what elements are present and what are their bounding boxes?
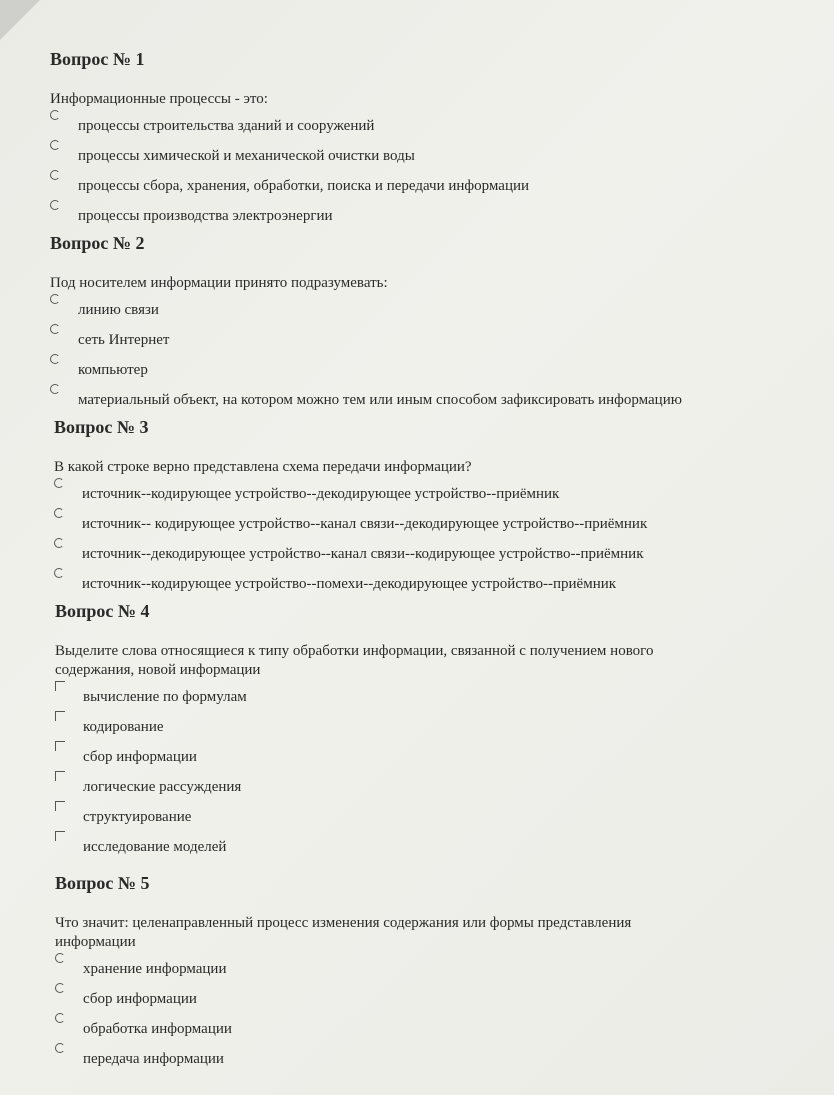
checkbox-icon[interactable]: [55, 711, 83, 723]
checkbox-icon[interactable]: [55, 771, 83, 783]
answer-option[interactable]: [54, 513, 814, 543]
radio-icon[interactable]: [54, 538, 82, 550]
option-label: хранение информации: [83, 961, 227, 977]
question-3: [54, 416, 814, 603]
question-text: Под носителем информации принято подразумевать:: [50, 275, 388, 291]
option-label: источник-- кодирующее устройство--канал связи--декодирующее устройство--приёмник: [82, 516, 648, 532]
option-label: вычисление по формулам: [83, 689, 247, 705]
question-text-line2: информации: [55, 934, 136, 950]
question-title: Вопрос № 1: [50, 49, 145, 69]
answer-option[interactable]: [55, 836, 815, 866]
option-label: процессы строительства зданий и сооружений: [78, 118, 375, 134]
question-text: Информационные процессы - это:: [50, 91, 268, 107]
option-label: исследование моделей: [83, 839, 227, 855]
option-label: компьютер: [78, 362, 148, 378]
option-label: структуирование: [83, 809, 192, 825]
option-label: сбор информации: [83, 991, 197, 1007]
question-title: Вопрос № 5: [55, 873, 150, 893]
answer-option[interactable]: [55, 746, 815, 776]
radio-icon[interactable]: [55, 1043, 83, 1055]
option-label: сбор информации: [83, 749, 197, 765]
option-label: источник--кодирующее устройство--декодирующее устройство--приёмник: [82, 486, 560, 502]
radio-icon[interactable]: [55, 983, 83, 995]
radio-icon[interactable]: [50, 324, 78, 336]
radio-icon[interactable]: [54, 568, 82, 580]
checkbox-icon[interactable]: [55, 801, 83, 813]
question-text-line1: Что значит: целенаправленный процесс изменения содержания или формы представления: [55, 915, 632, 931]
option-label: кодирование: [83, 719, 164, 735]
answer-option[interactable]: [55, 716, 815, 746]
answer-option[interactable]: [54, 543, 814, 573]
answer-option[interactable]: [55, 686, 815, 716]
answer-option[interactable]: [54, 483, 814, 513]
checkbox-icon[interactable]: [55, 831, 83, 843]
radio-icon[interactable]: [50, 110, 78, 122]
radio-icon[interactable]: [54, 508, 82, 520]
answer-option[interactable]: [55, 806, 815, 836]
radio-icon[interactable]: [54, 478, 82, 490]
option-label: источник--кодирующее устройство--помехи--декодирующее устройство--приёмник: [82, 576, 617, 592]
radio-icon[interactable]: [50, 294, 78, 306]
checkbox-icon[interactable]: [55, 741, 83, 753]
answer-option[interactable]: [50, 115, 810, 145]
radio-icon[interactable]: [50, 140, 78, 152]
answer-option[interactable]: [50, 359, 810, 389]
answer-option[interactable]: [50, 145, 810, 175]
option-label: линию связи: [78, 302, 159, 318]
answer-option[interactable]: [55, 776, 815, 806]
answer-option[interactable]: [50, 205, 810, 235]
checkbox-icon[interactable]: [55, 681, 83, 693]
question-1: [50, 48, 810, 235]
question-title: Вопрос № 4: [55, 601, 150, 621]
question-text-line1: Выделите слова относящиеся к типу обработки информации, связанной с получением нового: [55, 643, 654, 659]
page-corner-shadow: [0, 0, 40, 40]
question-5: [55, 872, 815, 1078]
answer-option[interactable]: [55, 1048, 815, 1078]
answer-option[interactable]: [54, 573, 814, 603]
radio-icon[interactable]: [50, 384, 78, 396]
radio-icon[interactable]: [50, 354, 78, 366]
answer-option[interactable]: [55, 988, 815, 1018]
option-label: обработка информации: [83, 1021, 232, 1037]
option-label: материальный объект, на котором можно тем или иным способом зафиксировать информацию: [78, 392, 682, 408]
option-label: сеть Интернет: [78, 332, 170, 348]
question-2: [50, 232, 810, 419]
answer-option[interactable]: [50, 175, 810, 205]
radio-icon[interactable]: [55, 1013, 83, 1025]
option-label: процессы производства электроэнергии: [78, 208, 333, 224]
option-label: передача информации: [83, 1051, 224, 1067]
question-title: Вопрос № 3: [54, 417, 149, 437]
answer-option[interactable]: [55, 958, 815, 988]
question-title: Вопрос № 2: [50, 233, 145, 253]
answer-option[interactable]: [55, 1018, 815, 1048]
radio-icon[interactable]: [50, 200, 78, 212]
radio-icon[interactable]: [55, 953, 83, 965]
answer-option[interactable]: [50, 389, 810, 419]
option-label: логические рассуждения: [83, 779, 242, 795]
option-label: процессы химической и механической очистки воды: [78, 148, 415, 164]
question-4: [55, 600, 815, 866]
radio-icon[interactable]: [50, 170, 78, 182]
question-text-line2: содержания, новой информации: [55, 662, 261, 678]
option-label: источник--декодирующее устройство--канал связи--кодирующее устройство--приёмник: [82, 546, 644, 562]
answer-option[interactable]: [50, 329, 810, 359]
answer-option[interactable]: [50, 299, 810, 329]
option-label: процессы сбора, хранения, обработки, поиска и передачи информации: [78, 178, 530, 194]
question-text: В какой строке верно представлена схема передачи информации?: [54, 459, 472, 475]
